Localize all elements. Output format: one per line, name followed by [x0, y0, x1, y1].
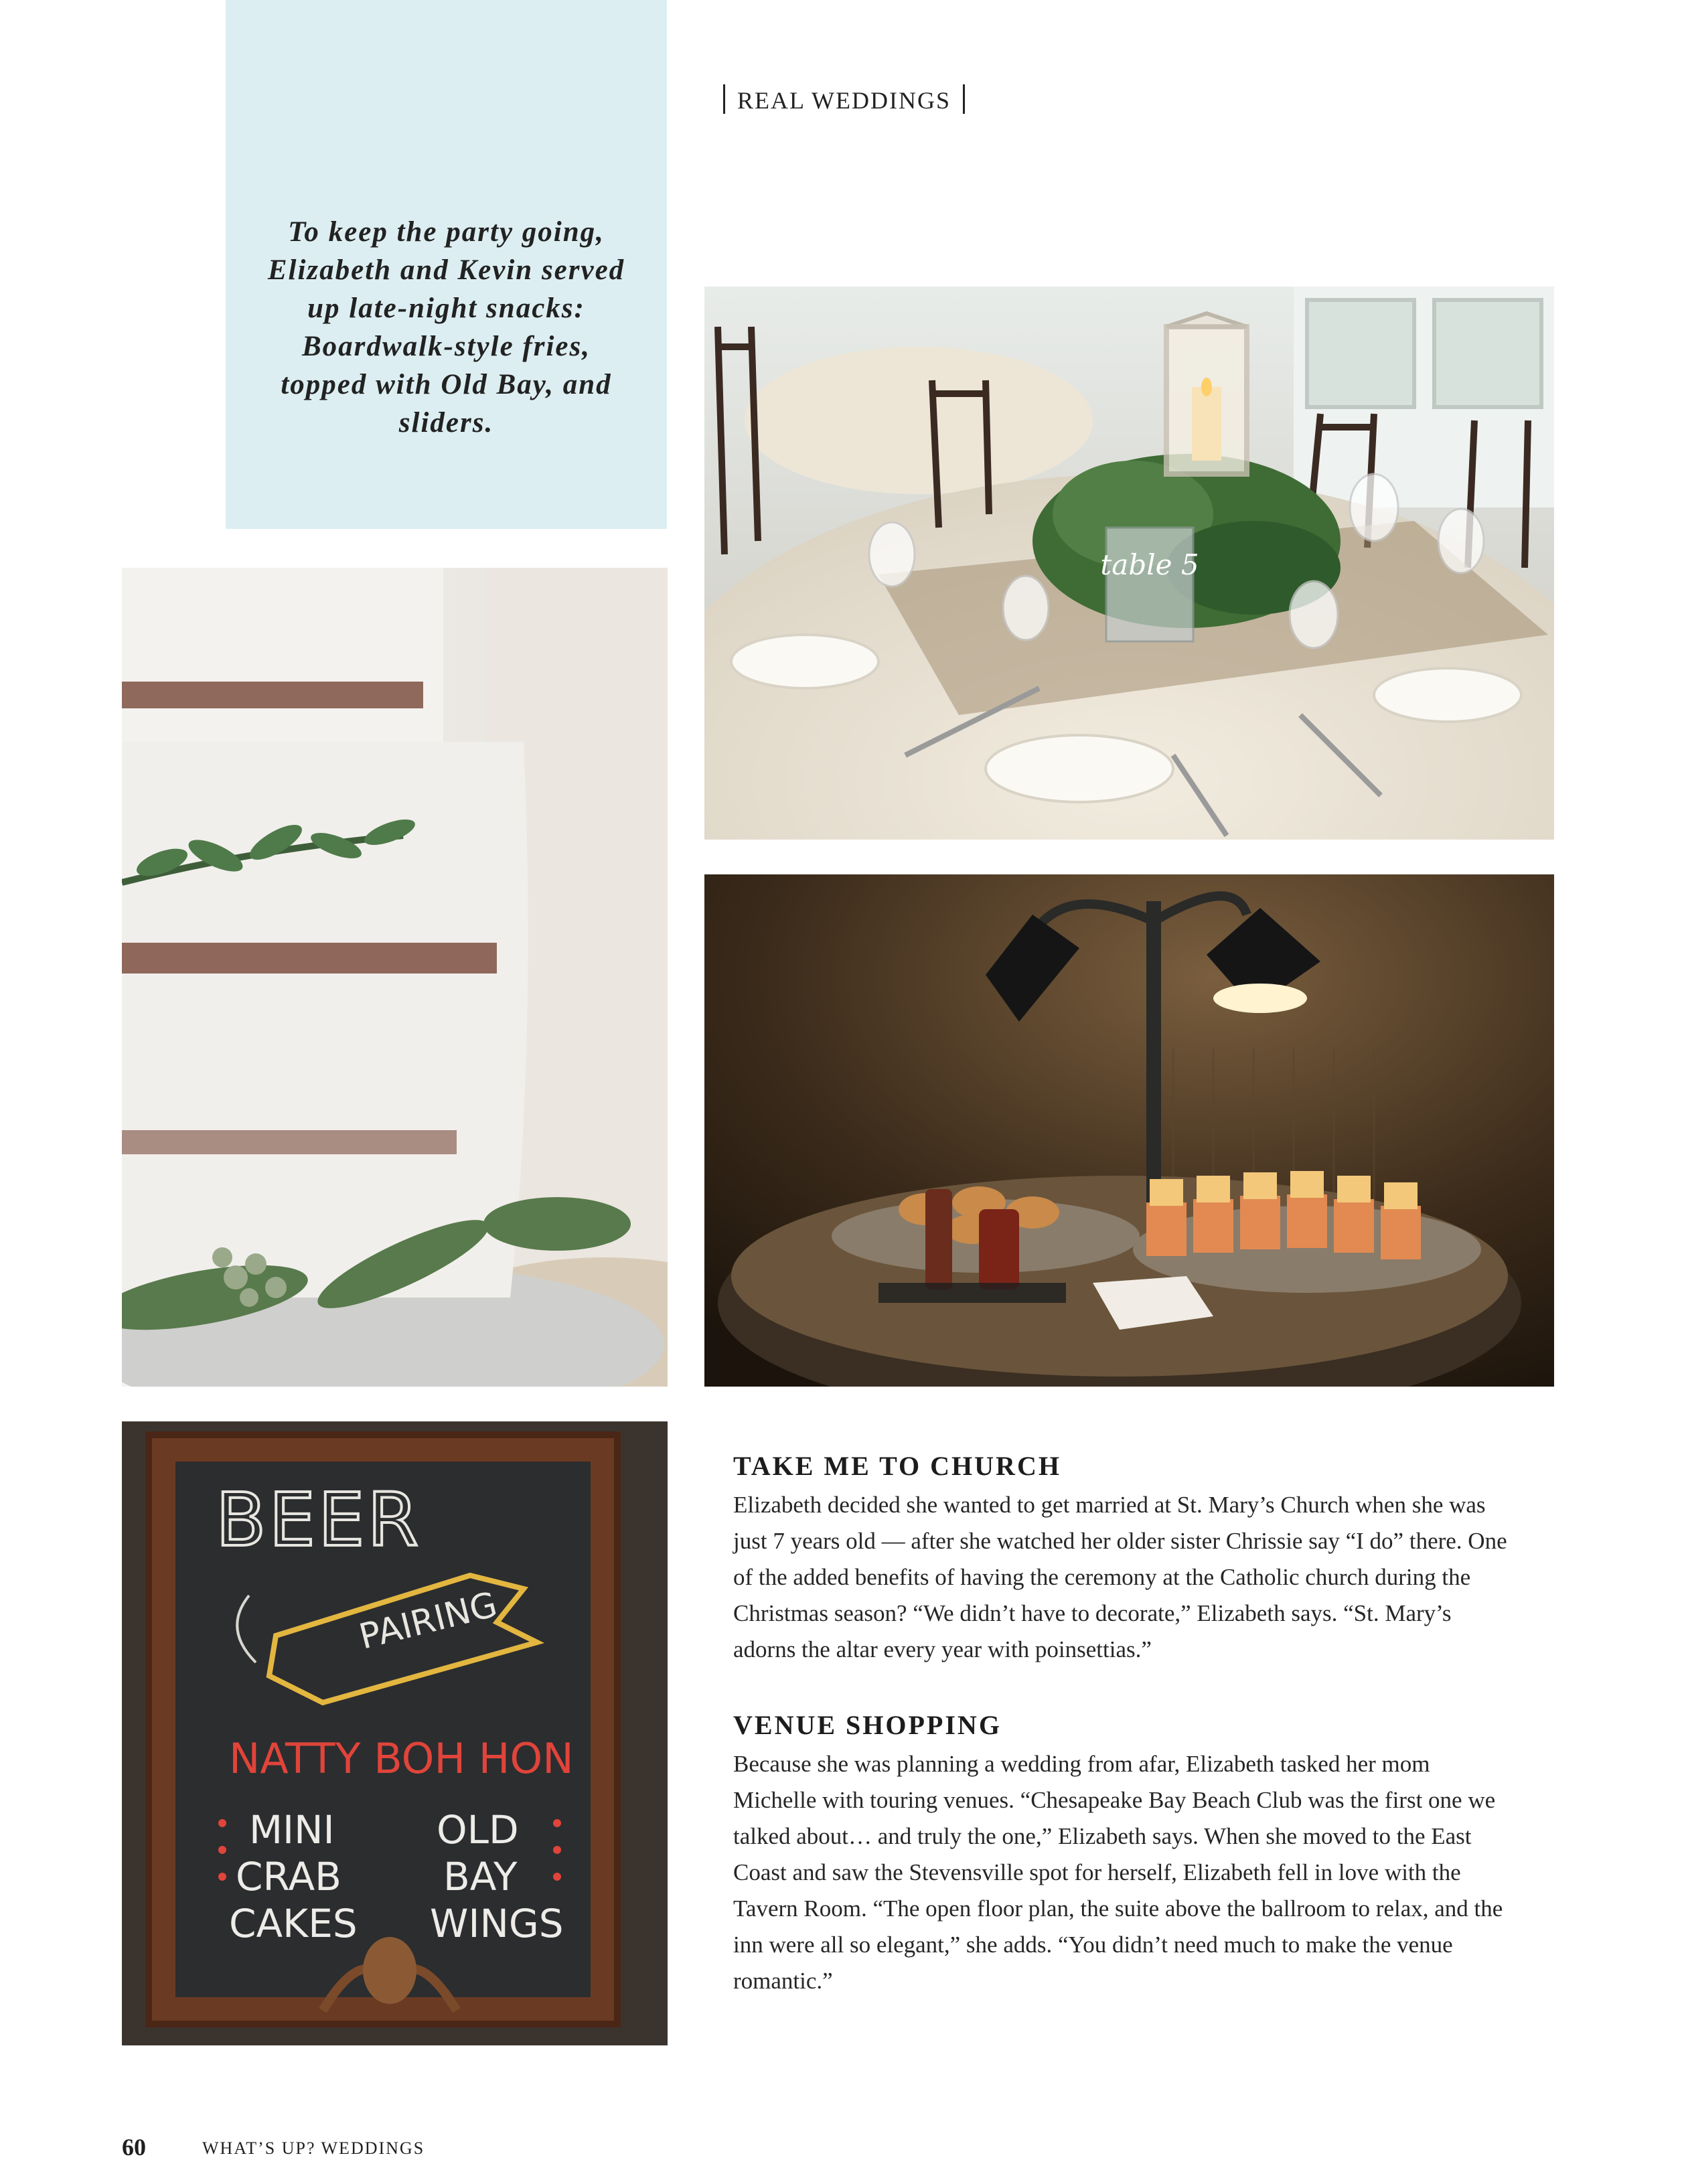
sign-item-wings-3: WINGS [430, 1901, 564, 1946]
sign-item-crab-3: CAKES [229, 1901, 358, 1946]
pullquote: To keep the party going, Elizabeth and Kevin served up late-night snacks: Boardwalk-style fries, topped with Old Bay, and sliders. [267, 216, 625, 439]
beer-pairing-sign-photo [122, 1421, 668, 2045]
heading-take-me-to-church: TAKE ME TO CHURCH [733, 1451, 1061, 1481]
sign-item-crab-2: CRAB [236, 1854, 341, 1899]
paragraph-take-me-to-church: Elizabeth decided she wanted to get married at St. Mary’s Church when she was just 7 years old — after she watched her older sister Chrissie say “I do” there. One of the added benefits of having the ceremony at the Catholic church during the Christmas season? “We didn’t have to decorate,” Elizabeth says. “St. Mary’s adorns the altar every year with poinsettias.” [733, 1492, 1507, 1662]
paragraph-venue-shopping: Because she was planning a wedding from afar, Elizabeth tasked her mom Michelle with touring venues. “Chesapeake Bay Beach Club was the first one we talked about… and truly the one,” Elizabeth says. When she moved to the East Coast and saw the Stevensville spot for herself, Elizabeth fell in love with the Tavern Room. “The open floor plan, the suite above the ballroom to relax, and the inn were all so elegant,” she adds. “You didn’t need much to make the venue romantic.” [733, 1751, 1503, 1994]
page-footer [122, 2133, 425, 2161]
heading-venue-shopping: VENUE SHOPPING [733, 1710, 1002, 1740]
late-night-snacks-photo [704, 874, 1554, 1387]
divider-right [963, 84, 965, 114]
wedding-cake-photo [122, 568, 668, 1387]
sign-title: BEER [216, 1477, 421, 1563]
page-number: 60 [122, 2134, 146, 2161]
sign-banner: PAIRING [355, 1584, 502, 1658]
sign-item-wings-2: BAY [443, 1854, 518, 1899]
sign-item-natty-boh: NATTY BOH HON [229, 1734, 574, 1783]
divider-left [723, 84, 725, 114]
sign-item-crab-1: MINI [249, 1807, 335, 1853]
section-label-text: REAL WEDDINGS [737, 87, 951, 114]
pullquote-box [226, 0, 667, 529]
sign-item-wings-1: OLD [437, 1807, 519, 1853]
publication-name: WHAT’S UP? WEDDINGS [202, 2138, 425, 2158]
table-setting-photo [704, 287, 1554, 840]
section-label [711, 84, 977, 114]
table-card-text: table 5 [1100, 548, 1199, 581]
article-body [733, 1450, 1510, 1999]
